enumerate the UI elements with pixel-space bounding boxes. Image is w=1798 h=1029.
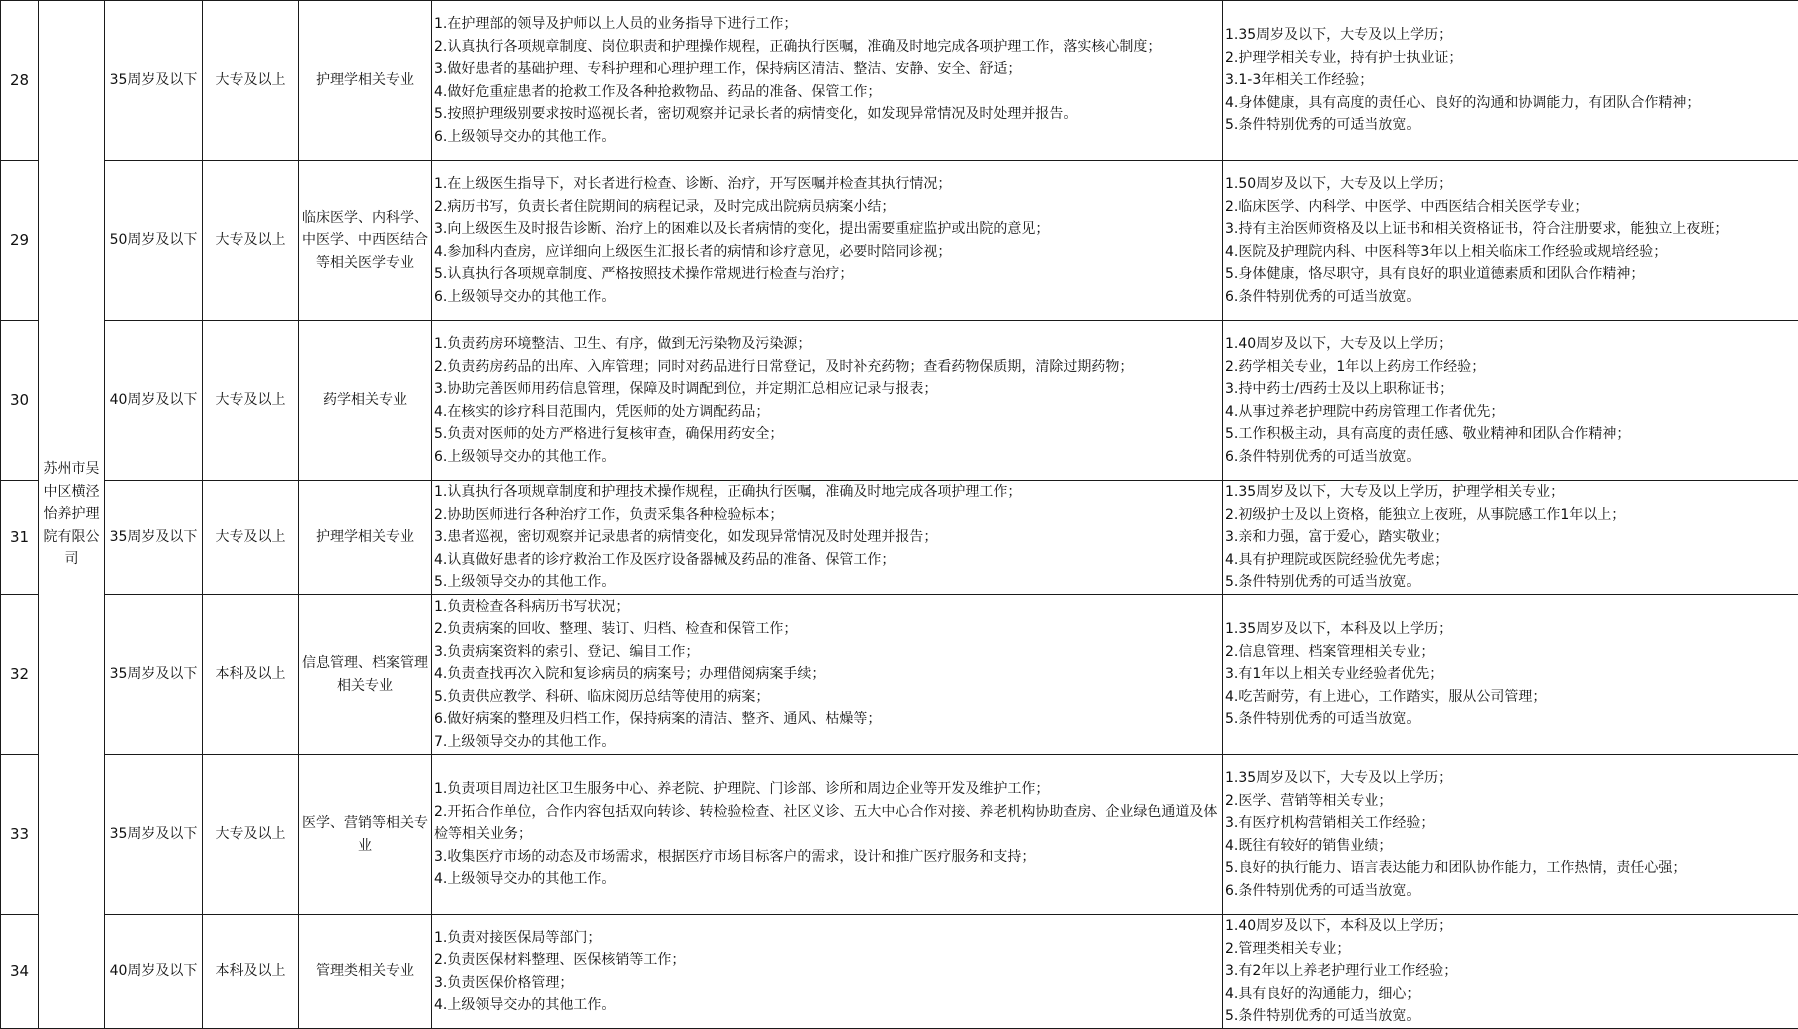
table-row [1, 161, 1798, 321]
requirement-line: 3.持有主治医师资格及以上证书和相关资格证书，符合注册要求，能独立上夜班； [1225, 218, 1796, 241]
requirement-line: 4.吃苦耐劳，有上进心，工作踏实，服从公司管理； [1225, 686, 1796, 709]
table-row [1, 595, 1798, 755]
requirement-line: 3.持中药士/西药士及以上职称证书； [1225, 378, 1796, 401]
requirement-line: 1.35周岁及以下，大专及以上学历； [1225, 24, 1796, 47]
requirement-line: 5.条件特别优秀的可适当放宽。 [1225, 1005, 1796, 1028]
requirement-line: 5.身体健康，恪尽职守，具有良好的职业道德素质和团队合作精神； [1225, 263, 1796, 286]
duty-line: 4.在核实的诊疗科目范围内，凭医师的处方调配药品； [434, 401, 1220, 424]
requirement-line: 2.医学、营销等相关专业； [1225, 790, 1796, 813]
duty-line: 4.参加科内查房，应详细向上级医生汇报长者的病情和诊疗意见，必要时陪同诊视； [434, 241, 1220, 264]
requirement-line: 2.临床医学、内科学、中医学、中西医结合相关医学专业； [1225, 196, 1796, 219]
requirement-line: 2.管理类相关专业； [1225, 938, 1796, 961]
requirement-line: 5.条件特别优秀的可适当放宽。 [1225, 571, 1796, 594]
row-number-cell: 29 [1, 161, 39, 321]
requirements-cell [1223, 595, 1798, 755]
duties-cell [432, 161, 1223, 321]
duty-line: 1.在上级医生指导下，对长者进行检查、诊断、治疗，开写医嘱并检查其执行情况； [434, 173, 1220, 196]
requirement-line: 3.1-3年相关工作经验； [1225, 69, 1796, 92]
major-cell: 信息管理、档案管理相关专业 [299, 595, 432, 755]
major-cell: 临床医学、内科学、中医学、中西医结合等相关医学专业 [299, 161, 432, 321]
requirements-cell [1223, 321, 1798, 481]
requirement-line: 1.35周岁及以下，大专及以上学历； [1225, 767, 1796, 790]
requirement-line: 3.有1年以上相关专业经验者优先； [1225, 663, 1796, 686]
duty-line: 2.协助医师进行各种治疗工作，负责采集各种检验标本； [434, 504, 1220, 527]
requirement-line: 3.亲和力强，富于爱心，踏实敬业； [1225, 526, 1796, 549]
age-requirement-cell: 35周岁及以下 [105, 755, 203, 915]
requirement-line: 6.条件特别优秀的可适当放宽。 [1225, 446, 1796, 469]
duty-line: 6.上级领导交办的其他工作。 [434, 286, 1220, 309]
age-requirement-cell: 40周岁及以下 [105, 915, 203, 1029]
age-requirement-cell: 35周岁及以下 [105, 1, 203, 161]
requirement-line: 5.工作积极主动，具有高度的责任感、敬业精神和团队合作精神； [1225, 423, 1796, 446]
education-cell: 大专及以上 [203, 161, 299, 321]
education-cell: 本科及以上 [203, 915, 299, 1029]
education-cell: 大专及以上 [203, 481, 299, 595]
requirements-cell [1223, 161, 1798, 321]
organization-cell: 苏州市吴中区横泾怡养护理院有限公司 [39, 1, 105, 1029]
duties-cell [432, 1, 1223, 161]
requirement-line: 2.药学相关专业，1年以上药房工作经验； [1225, 356, 1796, 379]
requirement-line: 1.40周岁及以下，大专及以上学历； [1225, 333, 1796, 356]
duty-line: 2.认真执行各项规章制度、岗位职责和护理操作规程，正确执行医嘱，准确及时地完成各项护理工作，落实核心制度； [434, 36, 1220, 59]
requirement-line: 5.良好的执行能力、语言表达能力和团队协作能力，工作热情，责任心强； [1225, 857, 1796, 880]
duties-cell [432, 321, 1223, 481]
requirement-line: 6.条件特别优秀的可适当放宽。 [1225, 880, 1796, 903]
duty-line: 3.收集医疗市场的动态及市场需求，根据医疗市场目标客户的需求，设计和推广医疗服务和支持； [434, 846, 1220, 869]
major-cell: 药学相关专业 [299, 321, 432, 481]
table-body [1, 1, 1798, 1029]
major-cell: 护理学相关专业 [299, 1, 432, 161]
table-row [1, 321, 1798, 481]
table-row [1, 755, 1798, 915]
table-row [1, 915, 1798, 1029]
duty-line: 5.负责对医师的处方严格进行复核审查，确保用药安全； [434, 423, 1220, 446]
duty-line: 2.病历书写，负责长者住院期间的病程记录，及时完成出院病员病案小结； [434, 196, 1220, 219]
row-number-cell: 34 [1, 915, 39, 1029]
table-row [1, 1, 1798, 161]
duty-line: 6.上级领导交办的其他工作。 [434, 126, 1220, 149]
requirement-line: 4.具有良好的沟通能力，细心； [1225, 983, 1796, 1006]
duties-cell [432, 595, 1223, 755]
duties-cell [432, 481, 1223, 595]
duty-line: 1.负责药房环境整洁、卫生、有序，做到无污染物及污染源； [434, 333, 1220, 356]
age-requirement-cell: 50周岁及以下 [105, 161, 203, 321]
row-number-cell: 28 [1, 1, 39, 161]
duty-line: 4.上级领导交办的其他工作。 [434, 868, 1220, 891]
age-requirement-cell: 35周岁及以下 [105, 481, 203, 595]
duty-line: 2.负责病案的回收、整理、装订、归档、检查和保管工作； [434, 618, 1220, 641]
row-number-cell: 33 [1, 755, 39, 915]
duty-line: 1.负责对接医保局等部门； [434, 927, 1220, 950]
duty-line: 3.向上级医生及时报告诊断、治疗上的困难以及长者病情的变化，提出需要重症监护或出院的意见； [434, 218, 1220, 241]
row-number-cell: 31 [1, 481, 39, 595]
requirement-line: 2.信息管理、档案管理相关专业； [1225, 641, 1796, 664]
duty-line: 6.做好病案的整理及归档工作，保持病案的清洁、整齐、通风、枯燥等； [434, 708, 1220, 731]
requirement-line: 4.具有护理院或医院经验优先考虑； [1225, 549, 1796, 572]
major-cell: 管理类相关专业 [299, 915, 432, 1029]
requirement-line: 5.条件特别优秀的可适当放宽。 [1225, 114, 1796, 137]
requirements-cell [1223, 755, 1798, 915]
requirement-line: 3.有医疗机构营销相关工作经验； [1225, 812, 1796, 835]
duty-line: 4.做好危重症患者的抢救工作及各种抢救物品、药品的准备、保管工作； [434, 81, 1220, 104]
row-number-cell: 30 [1, 321, 39, 481]
duty-line: 4.上级领导交办的其他工作。 [434, 994, 1220, 1017]
duty-line: 1.在护理部的领导及护师以上人员的业务指导下进行工作； [434, 13, 1220, 36]
duty-line: 1.负责检查各科病历书写状况； [434, 596, 1220, 619]
major-cell: 医学、营销等相关专业 [299, 755, 432, 915]
requirement-line: 2.护理学相关专业，持有护士执业证； [1225, 47, 1796, 70]
education-cell: 大专及以上 [203, 321, 299, 481]
duty-line: 3.负责医保价格管理； [434, 972, 1220, 995]
duty-line: 5.上级领导交办的其他工作。 [434, 571, 1220, 594]
duty-line: 5.按照护理级别要求按时巡视长者，密切观察并记录长者的病情变化，如发现异常情况及时处理并报告。 [434, 103, 1220, 126]
duty-line: 4.认真做好患者的诊疗救治工作及医疗设备器械及药品的准备、保管工作； [434, 549, 1220, 572]
requirement-line: 4.身体健康，具有高度的责任心、良好的沟通和协调能力，有团队合作精神； [1225, 92, 1796, 115]
requirement-line: 4.既往有较好的销售业绩； [1225, 835, 1796, 858]
duties-cell [432, 915, 1223, 1029]
duty-line: 5.负责供应教学、科研、临床阅历总结等使用的病案； [434, 686, 1220, 709]
requirement-line: 6.条件特别优秀的可适当放宽。 [1225, 286, 1796, 309]
requirement-line: 3.有2年以上养老护理行业工作经验； [1225, 960, 1796, 983]
requirement-line: 1.40周岁及以下，本科及以上学历； [1225, 915, 1796, 938]
duty-line: 1.负责项目周边社区卫生服务中心、养老院、护理院、门诊部、诊所和周边企业等开发及维护工作； [434, 778, 1220, 801]
duty-line: 7.上级领导交办的其他工作。 [434, 731, 1220, 754]
duty-line: 5.认真执行各项规章制度、严格按照技术操作常规进行检查与治疗； [434, 263, 1220, 286]
row-number-cell: 32 [1, 595, 39, 755]
table-row [1, 481, 1798, 595]
requirement-line: 1.35周岁及以下，大专及以上学历，护理学相关专业； [1225, 481, 1796, 504]
education-cell: 大专及以上 [203, 1, 299, 161]
requirement-line: 4.医院及护理院内科、中医科等3年以上相关临床工作经验或规培经验； [1225, 241, 1796, 264]
duty-line: 6.上级领导交办的其他工作。 [434, 446, 1220, 469]
requirement-line: 4.从事过养老护理院中药房管理工作者优先； [1225, 401, 1796, 424]
age-requirement-cell: 40周岁及以下 [105, 321, 203, 481]
duty-line: 1.认真执行各项规章制度和护理技术操作规程，正确执行医嘱，准确及时地完成各项护理工作； [434, 481, 1220, 504]
requirement-line: 5.条件特别优秀的可适当放宽。 [1225, 708, 1796, 731]
requirements-cell [1223, 915, 1798, 1029]
duty-line: 3.做好患者的基础护理、专科护理和心理护理工作，保持病区清洁、整洁、安静、安全、舒适； [434, 58, 1220, 81]
duty-line: 4.负责查找再次入院和复诊病员的病案号；办理借阅病案手续； [434, 663, 1220, 686]
duty-line: 2.负责药房药品的出库、入库管理；同时对药品进行日常登记，及时补充药物；查看药物保质期，清除过期药物； [434, 356, 1220, 379]
requirements-cell [1223, 1, 1798, 161]
duties-cell [432, 755, 1223, 915]
duty-line: 2.负责医保材料整理、医保核销等工作； [434, 949, 1220, 972]
education-cell: 大专及以上 [203, 755, 299, 915]
duty-line: 3.患者巡视，密切观察并记录患者的病情变化，如发现异常情况及时处理并报告； [434, 526, 1220, 549]
duty-line: 3.协助完善医师用药信息管理，保障及时调配到位，并定期汇总相应记录与报表； [434, 378, 1220, 401]
requirement-line: 1.35周岁及以下，本科及以上学历； [1225, 618, 1796, 641]
requirement-line: 2.初级护士及以上资格，能独立上夜班，从事院感工作1年以上； [1225, 504, 1796, 527]
major-cell: 护理学相关专业 [299, 481, 432, 595]
age-requirement-cell: 35周岁及以下 [105, 595, 203, 755]
duty-line: 3.负责病案资料的索引、登记、编目工作； [434, 641, 1220, 664]
requirement-line: 1.50周岁及以下，大专及以上学历； [1225, 173, 1796, 196]
duty-line: 2.开拓合作单位，合作内容包括双向转诊、转检验检查、社区义诊、五大中心合作对接、养老机构协助查房、企业绿色通道及体检等相关业务； [434, 801, 1220, 846]
requirements-cell [1223, 481, 1798, 595]
education-cell: 本科及以上 [203, 595, 299, 755]
